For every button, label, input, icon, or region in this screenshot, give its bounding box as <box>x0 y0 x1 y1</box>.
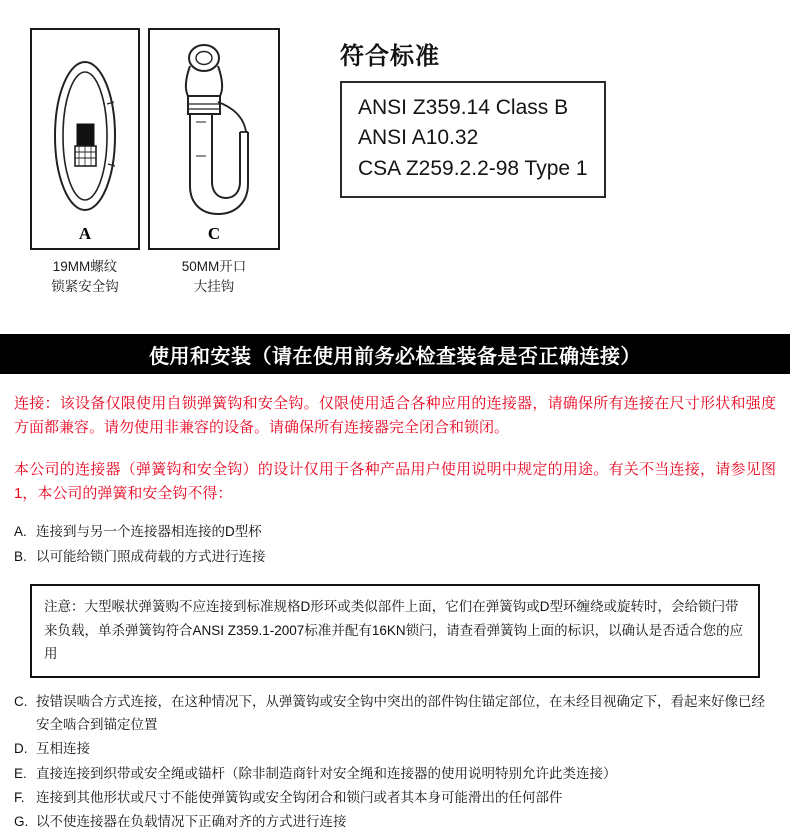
list-item <box>14 810 776 833</box>
standards-line-1: ANSI Z359.14 Class B <box>358 96 569 119</box>
standards-section <box>340 36 606 198</box>
list-ab <box>14 520 776 570</box>
list-item <box>14 545 776 570</box>
screw-lock-carabiner-icon <box>35 36 135 236</box>
list-text-a: 连接到与另一个连接器相连接的D型杯 <box>36 524 262 540</box>
figure-caption-a-line2: 锁紧安全钩 <box>51 278 119 294</box>
list-item <box>14 690 776 736</box>
figure-letter-c: C <box>207 224 221 243</box>
list-marker-e: E. <box>14 765 27 781</box>
list-marker-g: G. <box>14 814 29 830</box>
list-marker-a: A. <box>14 524 27 540</box>
list-item <box>14 762 776 785</box>
list-text-f: 连接到其他形状或尺寸不能使弹簧钩或安全钩闭合和锁闩或者其本身可能滑出的任何部件 <box>36 789 563 805</box>
list-item <box>14 786 776 809</box>
standards-line-2: ANSI A10.32 <box>358 126 479 150</box>
figure-caption-a-line1: 19MM螺纹 <box>52 259 118 274</box>
figure-caption-a <box>30 257 140 296</box>
list-marker-b: B. <box>14 549 27 565</box>
figure-captions <box>30 257 290 296</box>
list-marker-c: C. <box>14 693 28 709</box>
list-marker-f: F. <box>14 789 25 805</box>
figure-letter-a: A <box>78 224 92 243</box>
standards-line-3: CSA Z259.2.2-98 Type 1 <box>358 156 588 180</box>
figure-group <box>30 28 290 296</box>
rebar-snap-hook-icon <box>152 36 276 236</box>
list-text-d: 互相连接 <box>36 741 90 757</box>
instructions-content <box>0 392 790 833</box>
standards-title: 符合标准 <box>340 43 440 70</box>
list-text-e: 直接连接到织带或安全绳或锚杆（除非制造商针对安全绳和连接器的使用说明特别允许此类连接） <box>36 765 617 781</box>
list-marker-d: D. <box>14 741 28 757</box>
standards-box <box>340 81 606 198</box>
list-item <box>14 737 776 760</box>
figure-box-a <box>30 28 140 250</box>
figure-box-c <box>148 28 280 250</box>
paragraph-connector-use: 本公司的连接器（弹簧钩和安全钩）的设计仅用于各种产品用户使用说明中规定的用途。有关不当连接，请参见图1，本公司的弹簧和安全钩不得： <box>14 461 776 503</box>
list-text-b: 以可能给锁门照成荷载的方式进行连接 <box>36 549 266 565</box>
figure-caption-c <box>148 257 280 296</box>
list-text-c: 按错误啮合方式连接，在这种情况下，从弹簧钩或安全钩中突出的部件钩住锚定部位，在未经目视确定下，看起来好像已经安全啮合到锚定位置 <box>36 693 765 733</box>
section-banner: 使用和安装（请在使用前务必检查装备是否正确连接） <box>0 334 790 374</box>
top-section <box>0 0 790 296</box>
figure-caption-c-line1: 50MM开口 <box>181 259 247 274</box>
list-item <box>14 520 776 545</box>
figure-boxes <box>30 28 290 250</box>
figure-caption-c-line2: 大挂钩 <box>193 278 235 294</box>
list-cg <box>14 690 776 833</box>
list-text-g: 以不使连接器在负载情况下正确对齐的方式进行连接 <box>36 814 347 830</box>
note-box: 注意：大型喉状弹簧购不应连接到标准规格D形环或类似部件上面，它们在弹簧钩或D型环缠绕或旋转时，会给锁闩带来负载，单杀弹簧钩符合ANSI Z359.1-2007标准并配有16KN锁闩，请查看弹簧钩上面的标识，以确认是否适合您的应用 <box>30 584 760 678</box>
paragraph-connection: 连接：该设备仅限使用自锁弹簧钩和安全钩。仅限使用适合各种应用的连接器，请确保所有连接在尺寸形状和强度方面都兼容。请勿使用非兼容的设备。请确保所有连接器完全闭合和锁闭。 <box>14 395 776 437</box>
